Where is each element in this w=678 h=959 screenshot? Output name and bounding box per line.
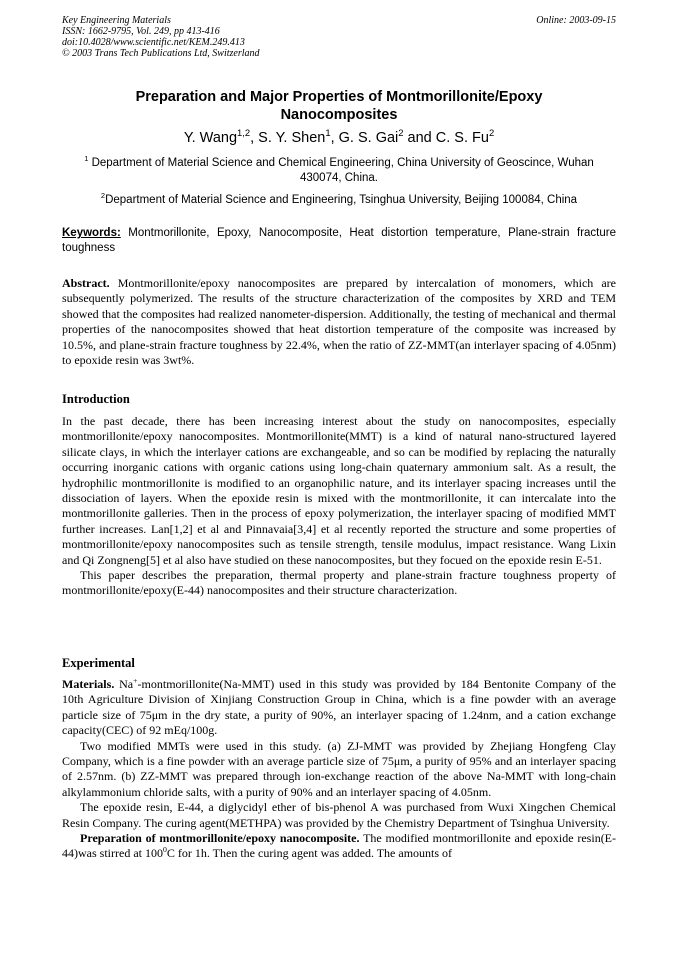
affiliation-1-text: Department of Material Science and Chemical Engineering, China University of Geoscince, Wuhan 430074, China. [88, 157, 594, 184]
title-line-2: Nanocomposites [280, 107, 398, 123]
author-3: , G. S. Gai [330, 130, 399, 146]
affiliation-2-marker: 2 [100, 191, 106, 201]
epoxide-resin-paragraph: The epoxide resin, E-44, a diglycidyl ether of bis-phenol A was purchased from Wuxi Xingchen Chemical Resin Company. The curing agent(METHPA) was provided by the Chemistry Department of Tsinghua University. [62, 800, 616, 830]
journal-name: Key Engineering Materials [62, 15, 171, 26]
introduction-paragraph-2: This paper describes the preparation, thermal property and plane-strain fracture toughness property of montmorillonite/epoxy(E-44) nanocomposites and their structure characterization. [62, 568, 616, 598]
author-1-affil: 1,2 [237, 127, 251, 139]
title-line-1: Preparation and Major Properties of Montmorillonite/Epoxy [135, 89, 543, 105]
preparation-label: Preparation of montmorillonite/epoxy nanocomposite. [80, 831, 360, 846]
online-date: Online: 2003-09-15 [536, 15, 616, 26]
abstract-text: Montmorillonite/epoxy nanocomposites are prepared by intercalation of monomers, which are subsequently polymerized. The results of the structure characterization of the composites by XRD and TEM showed that the composites had realized nanometer-dispersion. Additionally, the testing of mechanical and thermal properties of the nanocomposites showed that heat distortion temperature of the composite was increased by 10.5%, and plane-strain fracture toughness by 22.4%, when the ratio of ZZ-MMT(an interlayer spacing of 4.05nm) to epoxide resin was 3wt%. [62, 276, 616, 368]
abstract-label: Abstract. [62, 276, 110, 290]
paper-title [62, 88, 616, 124]
materials-label: Materials. [62, 677, 115, 691]
affiliation-1-marker: 1 [84, 154, 89, 164]
author-2-affil: 1 [325, 127, 331, 139]
keywords-text: Montmorillonite, Epoxy, Nanocomposite, Heat distortion temperature, Plane-strain fracture toughness [62, 227, 616, 254]
materials-na: Na [114, 677, 134, 691]
author-2: , S. Y. Shen [250, 130, 326, 146]
preparation-text: C for 1h. Then the curing agent was added. The amounts of [166, 846, 453, 861]
experimental-heading: Experimental [62, 656, 135, 670]
issn-line: ISSN: 1662-9795, Vol. 249, pp 413-416 [62, 26, 220, 37]
author-4: and C. S. Fu [403, 130, 489, 146]
author-3-affil: 2 [398, 127, 404, 139]
author-1: Y. Wang [183, 130, 238, 146]
introduction-heading: Introduction [62, 392, 130, 406]
preparation-paragraph [62, 831, 616, 862]
introduction-paragraph-1: In the past decade, there has been increasing interest about the study on nanocomposites, especially montmorillonite/epoxy nanocomposites. Montmorillonite(MMT) is a kind of natural nano-structured layered silicate clays, in which the interlayer cations are exchangeable, and so can be modified by replacing the naturally occurring inorganic cations with organic cations using long-chain quaternary ammonium salt. As a result, the hydrophilic montmorillonite is modified to an organophilic nature, and its interlayer spacing increases until the dissociation of layers. When the epoxide resin is mixed with the montmorillonite, it can intercalate into the montmorillonite galleries. Then in the process of epoxy polymerization, the interlayer spacing of modified MMT further increases. Lan[1,2] et al and Pinnavaia[3,4] et al recently reported the structure and some properties of montmorillonite/epoxy nanocomposites such as tensile strength, tensile modulus, impact resistance. Wang Lixin and Qi Zongneng[5] et al also have studied on these nanocomposites, but they focued on the epoxide resin E-51. [62, 414, 616, 567]
materials-text: -montmorillonite(Na-MMT) used in this study was provided by 184 Bentonite Company of the 10th Agriculture Division of Xinjiang Construction Group in China, which is a fine powder with an average particle size of 75μm in the dry state, a purity of 90%, an interlayer spacing of 1.24nm, and a cation exchange capacity(CEC) of 92 mEq/100g. [62, 677, 617, 738]
degree-marker: 0 [162, 845, 167, 855]
keywords [62, 226, 616, 256]
author-list [62, 129, 616, 147]
preparation-pre: The modified montmorillonite and epoxide resin(E-44)was stirred at 100 [62, 831, 617, 861]
modified-mmt-paragraph: Two modified MMTs were used in this study. (a) ZJ-MMT was provided by Zhejiang Hongfeng Clay Company, which is a fine powder with an average particle size of 75μm, a purity of 95% and an interlayer spacing of 2.57nm. (b) ZZ-MMT was prepared through ion-exchange reaction of the above Na-MMT with long-chain alkylammonium chloride salts, with a purity of 90% and an interlayer spacing of 4.05nm. [62, 738, 616, 799]
affiliation-1 [62, 156, 616, 186]
affiliation-2 [62, 193, 616, 208]
journal-header [62, 15, 616, 59]
experimental-section [62, 677, 616, 862]
doi-line: doi:10.4028/www.scientific.net/KEM.249.413 [62, 37, 245, 48]
introduction-section [62, 414, 616, 599]
author-4-affil: 2 [488, 127, 495, 139]
keywords-label: Keywords: [62, 227, 121, 239]
copyright-line: © 2003 Trans Tech Publications Ltd, Switzerland [62, 48, 260, 59]
materials-paragraph [62, 677, 616, 739]
affiliation-2-text: Department of Material Science and Engineering, Tsinghua University, Beijing 100084, China [105, 194, 578, 206]
abstract [62, 276, 616, 368]
materials-plus: + [133, 676, 138, 685]
